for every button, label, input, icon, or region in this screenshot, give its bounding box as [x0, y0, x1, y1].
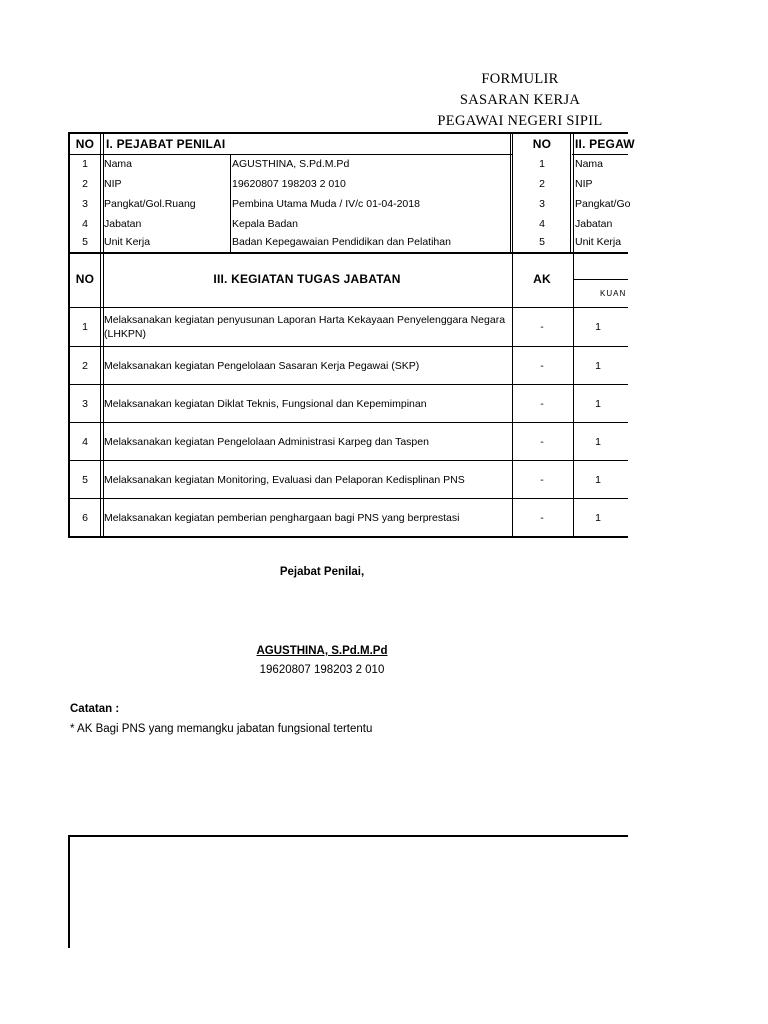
row-no: 4 — [539, 218, 545, 230]
ak-value: - — [540, 321, 544, 333]
activity-text: Melaksanakan kegiatan Diklat Teknis, Fungsional dan Kepemimpinan — [104, 398, 427, 410]
ak-value: - — [540, 474, 544, 486]
row-no: 4 — [82, 218, 88, 230]
form-subtitle-2: PEGAWAI NEGERI SIPIL — [437, 113, 603, 129]
field-label-nip-2: NIP — [575, 178, 593, 190]
ak-value: - — [540, 512, 544, 524]
row-no: 5 — [82, 236, 88, 248]
activity-text: Melaksanakan kegiatan Pengelolaan Administrasi Karpeg dan Taspen — [104, 436, 429, 448]
row-no: 4 — [82, 436, 88, 448]
field-value-unit-kerja: Badan Kepegawaian Pendidikan dan Pelatihan — [232, 236, 451, 248]
field-label-nama: Nama — [104, 158, 133, 170]
kuantitas-value: 1 — [595, 474, 601, 486]
kuantitas-value: 1 — [595, 321, 601, 333]
activity-text: Melaksanakan kegiatan penyusunan Laporan Harta Kekayaan Penyelenggara Negara (LHKPN) — [104, 314, 506, 340]
row-no: 6 — [82, 512, 88, 524]
signature-name: AGUSTHINA, S.Pd.M.Pd — [256, 645, 388, 657]
activity-text: Melaksanakan kegiatan Monitoring, Evaluasi dan Pelaporan Kedisplinan PNS — [104, 474, 465, 486]
skp-table — [68, 132, 635, 538]
row-no: 2 — [82, 178, 88, 190]
field-label-nama-2: Nama — [575, 158, 604, 170]
kuantitas-value: 1 — [595, 398, 601, 410]
row-no: 2 — [539, 178, 545, 190]
field-label-jabatan: Jabatan — [104, 218, 142, 230]
field-label-pangkat: Pangkat/Gol.Ruang — [104, 198, 196, 210]
field-label-unit-kerja-2: Unit Kerja — [575, 236, 622, 248]
notes-text: * AK Bagi PNS yang memangku jabatan fungsional tertentu — [70, 723, 373, 735]
field-label-unit-kerja: Unit Kerja — [104, 236, 151, 248]
row-no: 5 — [82, 474, 88, 486]
field-value-nip: 19620807 198203 2 010 — [232, 178, 346, 190]
kuantitas-value: 1 — [595, 360, 601, 372]
signature-role: Pejabat Penilai, — [279, 566, 365, 578]
kuantitas-value: 1 — [595, 436, 601, 448]
section-pejabat-penilai-title: I. PEJABAT PENILAI — [106, 137, 226, 151]
notes-heading: Catatan : — [70, 703, 120, 715]
row-no: 1 — [539, 158, 545, 170]
field-label-jabatan-2: Jabatan — [575, 218, 613, 230]
signature-nip: 19620807 198203 2 010 — [259, 664, 385, 676]
ak-value: - — [540, 436, 544, 448]
field-label-pangkat-2: Pangkat/Go — [575, 198, 631, 210]
row-no: 2 — [82, 360, 88, 372]
form-subtitle: SASARAN KERJA — [459, 92, 581, 108]
section-pegawai-title: II. PEGAW — [575, 137, 635, 151]
next-page-frame — [68, 835, 628, 950]
col-ak-header: AK — [533, 272, 551, 286]
row-no: 3 — [539, 198, 545, 210]
activity-text: Melaksanakan kegiatan Pengelolaan Sasaran Kerja Pegawai (SKP) — [104, 360, 420, 372]
row-no: 1 — [82, 321, 88, 333]
ak-value: - — [540, 398, 544, 410]
field-value-nama: AGUSTHINA, S.Pd.M.Pd — [232, 158, 350, 170]
activity-text: Melaksanakan kegiatan pemberian penghargaan bagi PNS yang berprestasi — [104, 512, 460, 524]
col-no-header: NO — [75, 137, 95, 151]
row-no: 5 — [539, 236, 545, 248]
field-value-jabatan: Kepala Badan — [232, 218, 298, 230]
col-no-header-3: NO — [75, 272, 95, 286]
field-value-pangkat: Pembina Utama Muda / IV/c 01-04-2018 — [232, 198, 420, 210]
ak-value: - — [540, 360, 544, 372]
row-no: 3 — [82, 398, 88, 410]
kuantitas-value: 1 — [595, 512, 601, 524]
field-label-nip: NIP — [104, 178, 122, 190]
form-title: FORMULIR — [481, 71, 559, 87]
section-kegiatan-title: III. KEGIATAN TUGAS JABATAN — [213, 272, 401, 286]
row-no: 3 — [82, 198, 88, 210]
col-no-header-2: NO — [532, 137, 552, 151]
row-no: 1 — [82, 158, 88, 170]
col-kuantitas-header: KUAN — [600, 289, 627, 298]
